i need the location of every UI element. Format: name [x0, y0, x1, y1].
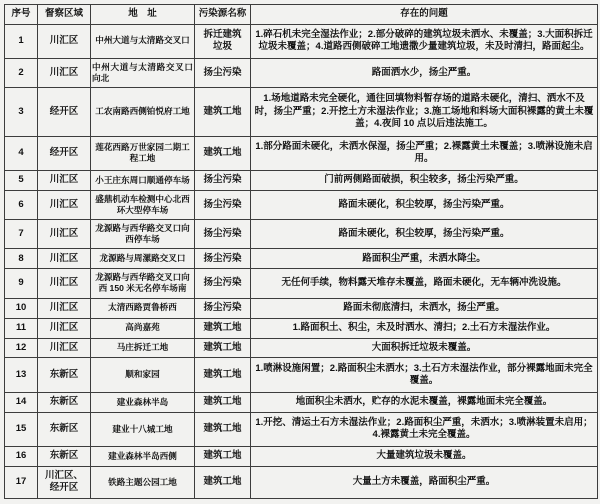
cell-problems: 1.部分路面未硬化，未洒水保湿，扬尘严重；2.裸露黄土未覆盖；3.喷淋设施未启用。: [251, 136, 598, 170]
cell-no: 12: [5, 338, 38, 358]
cell-address: 铁路主题公园工地: [91, 466, 195, 498]
cell-source: 扬尘污染: [195, 58, 251, 87]
cell-region: 东新区: [38, 446, 91, 466]
cell-source: 建筑工地: [195, 412, 251, 446]
cell-problems: 地面积尘未洒水，贮存的水泥未覆盖，裸露地面未完全覆盖。: [251, 392, 598, 412]
cell-region: 川汇区: [38, 24, 91, 58]
cell-problems: 路面未硬化，积尘较厚，扬尘污染严重。: [251, 190, 598, 219]
cell-address: 小王庄东周口顺通停车场: [91, 170, 195, 190]
cell-source: 扬尘污染: [195, 170, 251, 190]
cell-region: 川汇区: [38, 318, 91, 338]
cell-address: 建业十八城工地: [91, 412, 195, 446]
cell-source: 建筑工地: [195, 88, 251, 137]
table-row: [5, 88, 598, 137]
table-header-row: [5, 5, 598, 25]
cell-problems: 1.开挖、清运土石方未湿法作业；2.路面积尘严重，未洒水；3.喷淋装置未启用；4.裸露黄土未完全覆盖。: [251, 412, 598, 446]
cell-region: 东新区: [38, 392, 91, 412]
cell-no: 10: [5, 298, 38, 318]
cell-problems: 大量土方未覆盖，路面积尘严重。: [251, 466, 598, 498]
cell-region: 川汇区: [38, 190, 91, 219]
cell-region: 经开区: [38, 88, 91, 137]
table-row: [5, 338, 598, 358]
table-row: [5, 136, 598, 170]
cell-no: 1: [5, 24, 38, 58]
cell-problems: 无任何手续，物料露天堆存未覆盖，路面未硬化，无车辆冲洗设施。: [251, 269, 598, 298]
table-row: [5, 269, 598, 298]
cell-problems: 1.路面积土、积尘，未及时洒水、清扫；2.土石方未湿法作业。: [251, 318, 598, 338]
table-row: [5, 466, 598, 498]
cell-address: 龙源路与周漯路交叉口: [91, 249, 195, 269]
cell-source: 建筑工地: [195, 318, 251, 338]
cell-no: 14: [5, 392, 38, 412]
cell-address: 建业森林半岛西侧: [91, 446, 195, 466]
cell-region: 川汇区: [38, 170, 91, 190]
cell-no: 3: [5, 88, 38, 137]
table-row: [5, 446, 598, 466]
cell-address: 太清西路贾鲁桥西: [91, 298, 195, 318]
cell-problems: 路面洒水少，扬尘严重。: [251, 58, 598, 87]
cell-address: 高尚嘉苑: [91, 318, 195, 338]
table-row: [5, 170, 598, 190]
cell-region: 川汇区: [38, 298, 91, 318]
cell-address: 建业森林半岛: [91, 392, 195, 412]
cell-address: 龙源路与西华路交叉口向西 150 米无名停车场南: [91, 269, 195, 298]
cell-no: 2: [5, 58, 38, 87]
cell-problems: 1.喷淋设施闲置；2.路面积尘未洒水；3.土石方未湿法作业，部分裸露地面未完全覆盖。: [251, 358, 598, 392]
cell-region: 川汇区: [38, 249, 91, 269]
cell-region: 川汇区: [38, 220, 91, 249]
column-header-source: 污染源名称: [195, 5, 251, 25]
cell-address: 中州大道与太清路交叉口向北: [91, 58, 195, 87]
cell-no: 11: [5, 318, 38, 338]
cell-problems: 1.碎石机未完全湿法作业；2.部分破碎的建筑垃圾未洒水、未覆盖；3.大面积拆迁垃圾未覆盖；4.道路西侧破碎工地遗撒少量建筑垃圾，未及时清扫，路面起尘。: [251, 24, 598, 58]
table-body: [5, 24, 598, 498]
cell-region: 川汇区、经开区: [38, 466, 91, 498]
table-row: [5, 298, 598, 318]
cell-no: 4: [5, 136, 38, 170]
cell-source: 建筑工地: [195, 446, 251, 466]
table-row: [5, 249, 598, 269]
cell-address: 马庄拆迁工地: [91, 338, 195, 358]
cell-source: 扬尘污染: [195, 190, 251, 219]
column-header-problems: 存在的问题: [251, 5, 598, 25]
cell-source: 扬尘污染: [195, 269, 251, 298]
cell-region: 川汇区: [38, 269, 91, 298]
table-row: [5, 24, 598, 58]
cell-problems: 大量建筑垃圾未覆盖。: [251, 446, 598, 466]
table-row: [5, 412, 598, 446]
cell-problems: 路面未硬化，积尘较厚，扬尘污染严重。: [251, 220, 598, 249]
cell-region: 东新区: [38, 358, 91, 392]
cell-address: 莲花西路万世家园二期工程工地: [91, 136, 195, 170]
cell-address: 中州大道与太清路交叉口: [91, 24, 195, 58]
cell-no: 7: [5, 220, 38, 249]
pollution-inspection-table: [4, 4, 598, 499]
cell-address: 工农南路西侧铂悦府工地: [91, 88, 195, 137]
cell-no: 17: [5, 466, 38, 498]
cell-no: 15: [5, 412, 38, 446]
table-row: [5, 392, 598, 412]
cell-no: 13: [5, 358, 38, 392]
cell-no: 9: [5, 269, 38, 298]
cell-no: 6: [5, 190, 38, 219]
cell-address: 盛鼎机动车检测中心北西环大型停车场: [91, 190, 195, 219]
table-row: [5, 358, 598, 392]
cell-problems: 大面积拆迁垃圾未覆盖。: [251, 338, 598, 358]
cell-no: 16: [5, 446, 38, 466]
cell-source: 拆迁建筑垃圾: [195, 24, 251, 58]
cell-source: 建筑工地: [195, 392, 251, 412]
cell-address: 顺和家园: [91, 358, 195, 392]
cell-problems: 路面未彻底清扫，未洒水，扬尘严重。: [251, 298, 598, 318]
cell-source: 扬尘污染: [195, 298, 251, 318]
cell-no: 8: [5, 249, 38, 269]
cell-region: 川汇区: [38, 338, 91, 358]
cell-source: 建筑工地: [195, 358, 251, 392]
cell-source: 建筑工地: [195, 136, 251, 170]
table-row: [5, 220, 598, 249]
cell-source: 扬尘污染: [195, 249, 251, 269]
cell-region: 川汇区: [38, 58, 91, 87]
cell-problems: 1.场地道路未完全硬化，通往回填物料暂存场的道路未硬化，清扫、洒水不及时，扬尘严重；2.开挖土方未湿法作业；3.施工场地和料场大面积裸露的黄土未覆盖；4.夜间 10 点以后违法施工。: [251, 88, 598, 137]
column-header-address: 地 址: [91, 5, 195, 25]
cell-region: 东新区: [38, 412, 91, 446]
table-row: [5, 58, 598, 87]
cell-source: 建筑工地: [195, 338, 251, 358]
column-header-no: 序号: [5, 5, 38, 25]
column-header-region: 督察区域: [38, 5, 91, 25]
table-row: [5, 190, 598, 219]
cell-address: 龙源路与西华路交叉口向西停车场: [91, 220, 195, 249]
cell-no: 5: [5, 170, 38, 190]
cell-source: 建筑工地: [195, 466, 251, 498]
cell-problems: 路面积尘严重，未洒水降尘。: [251, 249, 598, 269]
cell-region: 经开区: [38, 136, 91, 170]
cell-problems: 门前两侧路面破损，积尘较多，扬尘污染严重。: [251, 170, 598, 190]
cell-source: 扬尘污染: [195, 220, 251, 249]
table-row: [5, 318, 598, 338]
